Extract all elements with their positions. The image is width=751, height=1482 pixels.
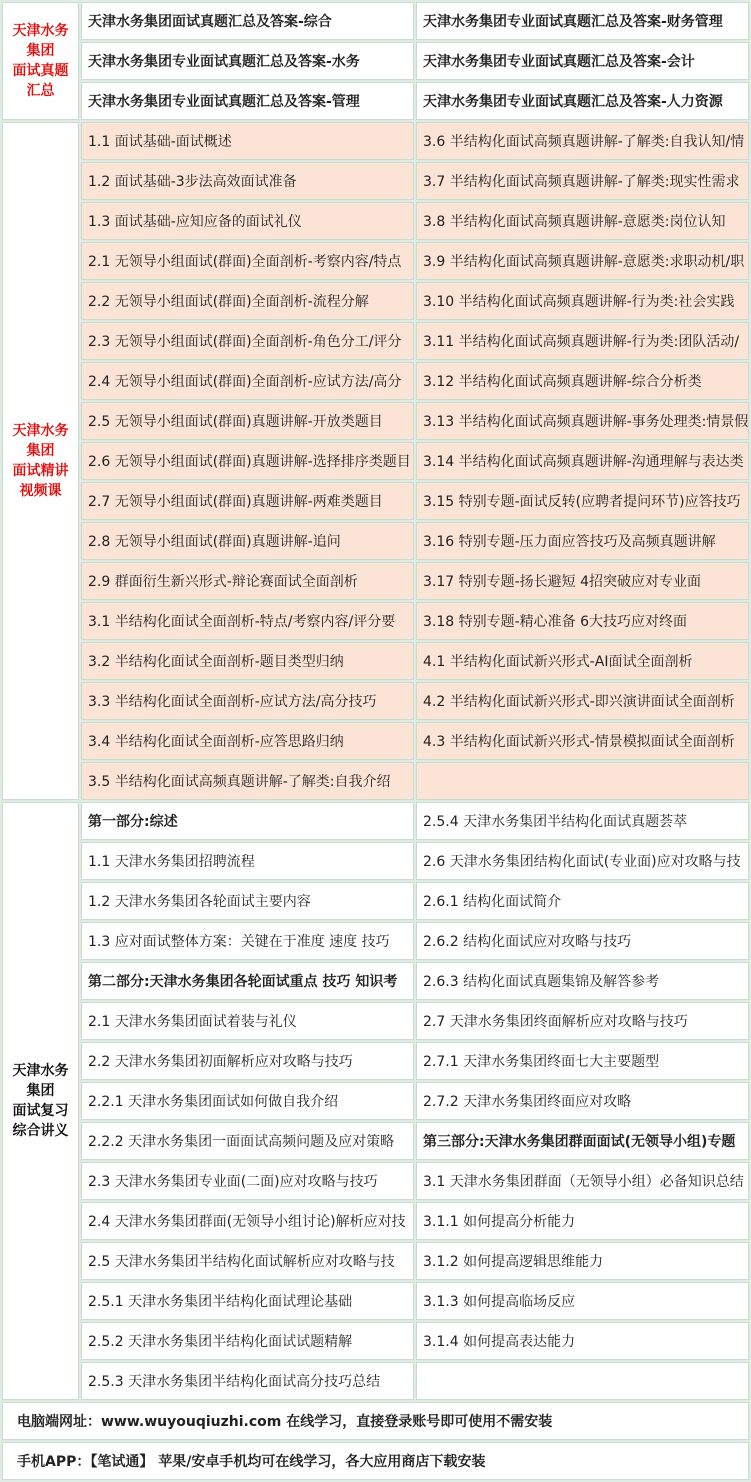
course-item-link[interactable]: 3.1 天津水务集团群面（无领导小组）必备知识总结 [416, 1162, 749, 1200]
table-row [2, 682, 749, 720]
course-item-link[interactable]: 3.16 特别专题-压力面应答技巧及高频真题讲解 [416, 522, 749, 560]
course-item-link[interactable]: 2.8 无领导小组面试(群面)真题讲解-追问 [81, 522, 414, 560]
course-item-link[interactable]: 2.5 无领导小组面试(群面)真题讲解-开放类题目 [81, 402, 414, 440]
table-row [2, 402, 749, 440]
course-item-link[interactable]: 2.6.1 结构化面试简介 [416, 882, 749, 920]
course-item-link[interactable]: 3.11 半结构化面试高频真题讲解-行为类:团队活动/ [416, 322, 749, 360]
table-row [2, 442, 749, 480]
table-row [2, 602, 749, 640]
course-item-link[interactable]: 3.3 半结构化面试全面剖析-应试方法/高分技巧 [81, 682, 414, 720]
course-item-link[interactable]: 1.1 天津水务集团招聘流程 [81, 842, 414, 880]
course-item-link[interactable]: 2.6 天津水务集团结构化面试(专业面)应对攻略与技 [416, 842, 749, 880]
section-label-sec1 [2, 2, 79, 120]
section-label-line: 面试精讲 [12, 463, 69, 479]
course-item-link[interactable]: 2.6.2 结构化面试应对攻略与技巧 [416, 922, 749, 960]
course-item-link[interactable]: 天津水务集团专业面试真题汇总及答案-人力资源 [416, 82, 749, 120]
table-row [2, 362, 749, 400]
table-row [2, 482, 749, 520]
course-item-link[interactable]: 3.1.3 如何提高临场反应 [416, 1282, 749, 1320]
course-item-link[interactable]: 3.12 半结构化面试高频真题讲解-综合分析类 [416, 362, 749, 400]
section-label-line: 视频课 [19, 483, 62, 499]
table-row [2, 1282, 749, 1320]
table-row [2, 322, 749, 360]
course-item-link[interactable]: 3.1.1 如何提高分析能力 [416, 1202, 749, 1240]
course-item-link[interactable]: 2.5.4 天津水务集团半结构化面试真题荟萃 [416, 802, 749, 840]
table-row [2, 282, 749, 320]
table-row [2, 1122, 749, 1160]
course-item-link[interactable]: 4.3 半结构化面试新兴形式-情景模拟面试全面剖析 [416, 722, 749, 760]
table-row [2, 1082, 749, 1120]
course-item-link[interactable]: 2.5.3 天津水务集团半结构化面试高分技巧总结 [81, 1362, 414, 1400]
course-item-link[interactable]: 天津水务集团专业面试真题汇总及答案-会计 [416, 42, 749, 80]
course-item-link[interactable]: 天津水务集团专业面试真题汇总及答案-水务 [81, 42, 414, 80]
course-item-link[interactable]: 3.8 半结构化面试高频真题讲解-意愿类:岗位认知 [416, 202, 749, 240]
course-item-link[interactable]: 3.1 半结构化面试全面剖析-特点/考察内容/评分要 [81, 602, 414, 640]
course-item-link[interactable]: 1.3 应对面试整体方案：关键在于准度 速度 技巧 [81, 922, 414, 960]
table-row [2, 1162, 749, 1200]
course-item-link[interactable]: 第三部分:天津水务集团群面面试(无领导小组)专题 [416, 1122, 749, 1160]
course-item-link[interactable]: 3.15 特别专题-面试反转(应聘者提问环节)应答技巧 [416, 482, 749, 520]
section-label-line: 面试真题 [12, 63, 69, 79]
table-row [2, 842, 749, 880]
course-item-link[interactable]: 3.2 半结构化面试全面剖析-题目类型归纳 [81, 642, 414, 680]
course-item-link[interactable]: 1.1 面试基础-面试概述 [81, 122, 414, 160]
course-item-link[interactable]: 3.9 半结构化面试高频真题讲解-意愿类:求职动机/职 [416, 242, 749, 280]
section-label-line: 天津水务 [12, 1063, 69, 1079]
section-label-line: 天津水务 [12, 423, 69, 439]
empty-cell [416, 1362, 749, 1400]
footer-pc-text: 电脑端网址：www.wuyouqiuzhi.com 在线学习，直接登录账号即可使用不需安装 [2, 1402, 749, 1440]
course-item-link[interactable]: 2.7 无领导小组面试(群面)真题讲解-两难类题目 [81, 482, 414, 520]
course-item-link[interactable]: 2.4 天津水务集团群面(无领导小组讨论)解析应对技 [81, 1202, 414, 1240]
table-row [2, 242, 749, 280]
course-item-link[interactable]: 第一部分:综述 [81, 802, 414, 840]
course-item-link[interactable]: 2.7.2 天津水务集团终面应对攻略 [416, 1082, 749, 1120]
section-label-line: 天津水务 [12, 23, 69, 39]
course-item-link[interactable]: 2.2.1 天津水务集团面试如何做自我介绍 [81, 1082, 414, 1120]
course-item-link[interactable]: 天津水务集团专业面试真题汇总及答案-管理 [81, 82, 414, 120]
course-item-link[interactable]: 1.2 天津水务集团各轮面试主要内容 [81, 882, 414, 920]
section-label-line: 综合讲义 [12, 1123, 69, 1139]
course-item-link[interactable]: 天津水务集团专业面试真题汇总及答案-财务管理 [416, 2, 749, 40]
course-item-link[interactable]: 2.5.2 天津水务集团半结构化面试试题精解 [81, 1322, 414, 1360]
table-row [2, 762, 749, 800]
course-item-link[interactable]: 2.5.1 天津水务集团半结构化面试理论基础 [81, 1282, 414, 1320]
table-row [2, 1322, 749, 1360]
footer-row [2, 1442, 749, 1480]
section-label-line: 集团 [26, 1083, 55, 1099]
course-item-link[interactable]: 天津水务集团面试真题汇总及答案-综合 [81, 2, 414, 40]
table-row [2, 562, 749, 600]
section-label-sec2 [2, 122, 79, 800]
course-item-link[interactable]: 3.1.4 如何提高表达能力 [416, 1322, 749, 1360]
course-item-link[interactable]: 2.9 群面衍生新兴形式-辩论赛面试全面剖析 [81, 562, 414, 600]
table-row [2, 882, 749, 920]
table-row [2, 642, 749, 680]
table-row [2, 122, 749, 160]
course-item-link[interactable]: 3.1.2 如何提高逻辑思维能力 [416, 1242, 749, 1280]
table-row [2, 1362, 749, 1400]
course-item-link[interactable]: 第二部分:天津水务集团各轮面试重点 技巧 知识考 [81, 962, 414, 1000]
section-label-line: 集团 [26, 443, 55, 459]
course-item-link[interactable]: 3.18 特别专题-精心准备 6大技巧应对终面 [416, 602, 749, 640]
course-item-link[interactable]: 3.6 半结构化面试高频真题讲解-了解类:自我认知/情 [416, 122, 749, 160]
table-row [2, 522, 749, 560]
section-label-line: 集团 [26, 43, 55, 59]
course-item-link[interactable]: 2.3 无领导小组面试(群面)全面剖析-角色分工/评分 [81, 322, 414, 360]
course-item-link[interactable]: 2.5 天津水务集团半结构化面试解析应对攻略与技 [81, 1242, 414, 1280]
course-item-link[interactable]: 4.1 半结构化面试新兴形式-AI面试全面剖析 [416, 642, 749, 680]
empty-cell [416, 762, 749, 800]
table-row [2, 722, 749, 760]
course-item-link[interactable]: 2.2 天津水务集团初面解析应对攻略与技巧 [81, 1042, 414, 1080]
course-item-link[interactable]: 3.14 半结构化面试高频真题讲解-沟通理解与表达类 [416, 442, 749, 480]
table-row [2, 962, 749, 1000]
table-row [2, 162, 749, 200]
course-item-link[interactable]: 2.6.3 结构化面试真题集锦及解答参考 [416, 962, 749, 1000]
course-item-link[interactable]: 3.5 半结构化面试高频真题讲解-了解类:自我介绍 [81, 762, 414, 800]
course-item-link[interactable]: 2.7.1 天津水务集团终面七大主要题型 [416, 1042, 749, 1080]
table-row [2, 802, 749, 840]
course-item-link[interactable]: 2.6 无领导小组面试(群面)真题讲解-选择排序类题目 [81, 442, 414, 480]
course-item-link[interactable]: 2.1 无领导小组面试(群面)全面剖析-考察内容/特点 [81, 242, 414, 280]
course-item-link[interactable]: 3.10 半结构化面试高频真题讲解-行为类:社会实践 [416, 282, 749, 320]
course-item-link[interactable]: 2.7 天津水务集团终面解析应对攻略与技巧 [416, 1002, 749, 1040]
table-row [2, 1042, 749, 1080]
course-item-link[interactable]: 2.2.2 天津水务集团一面面试高频问题及应对策略 [81, 1122, 414, 1160]
table-row [2, 1242, 749, 1280]
table-row [2, 202, 749, 240]
table-row [2, 2, 749, 40]
section-label-line: 面试复习 [12, 1103, 69, 1119]
course-item-link[interactable]: 2.1 天津水务集团面试着装与礼仪 [81, 1002, 414, 1040]
course-item-link[interactable]: 3.17 特别专题-扬长避短 4招突破应对专业面 [416, 562, 749, 600]
footer-row [2, 1402, 749, 1440]
table-row [2, 922, 749, 960]
course-item-link[interactable]: 3.7 半结构化面试高频真题讲解-了解类:现实性需求 [416, 162, 749, 200]
table-row [2, 1202, 749, 1240]
section-label-line: 汇总 [26, 83, 55, 99]
course-item-link[interactable]: 2.3 天津水务集团专业面(二面)应对攻略与技巧 [81, 1162, 414, 1200]
footer-app-text: 手机APP：【笔试通】 苹果/安卓手机均可在线学习，各大应用商店下载安装 [2, 1442, 749, 1480]
table-row [2, 82, 749, 120]
course-item-link[interactable]: 1.3 面试基础-应知应备的面试礼仪 [81, 202, 414, 240]
course-item-link[interactable]: 3.4 半结构化面试全面剖析-应答思路归纳 [81, 722, 414, 760]
table-row [2, 1002, 749, 1040]
course-item-link[interactable]: 3.13 半结构化面试高频真题讲解-事务处理类:情景假 [416, 402, 749, 440]
course-item-link[interactable]: 2.2 无领导小组面试(群面)全面剖析-流程分解 [81, 282, 414, 320]
course-item-link[interactable]: 4.2 半结构化面试新兴形式-即兴演讲面试全面剖析 [416, 682, 749, 720]
section-label-sec3 [2, 802, 79, 1400]
table-row [2, 42, 749, 80]
course-item-link[interactable]: 1.2 面试基础-3步法高效面试准备 [81, 162, 414, 200]
course-item-link[interactable]: 2.4 无领导小组面试(群面)全面剖析-应试方法/高分 [81, 362, 414, 400]
